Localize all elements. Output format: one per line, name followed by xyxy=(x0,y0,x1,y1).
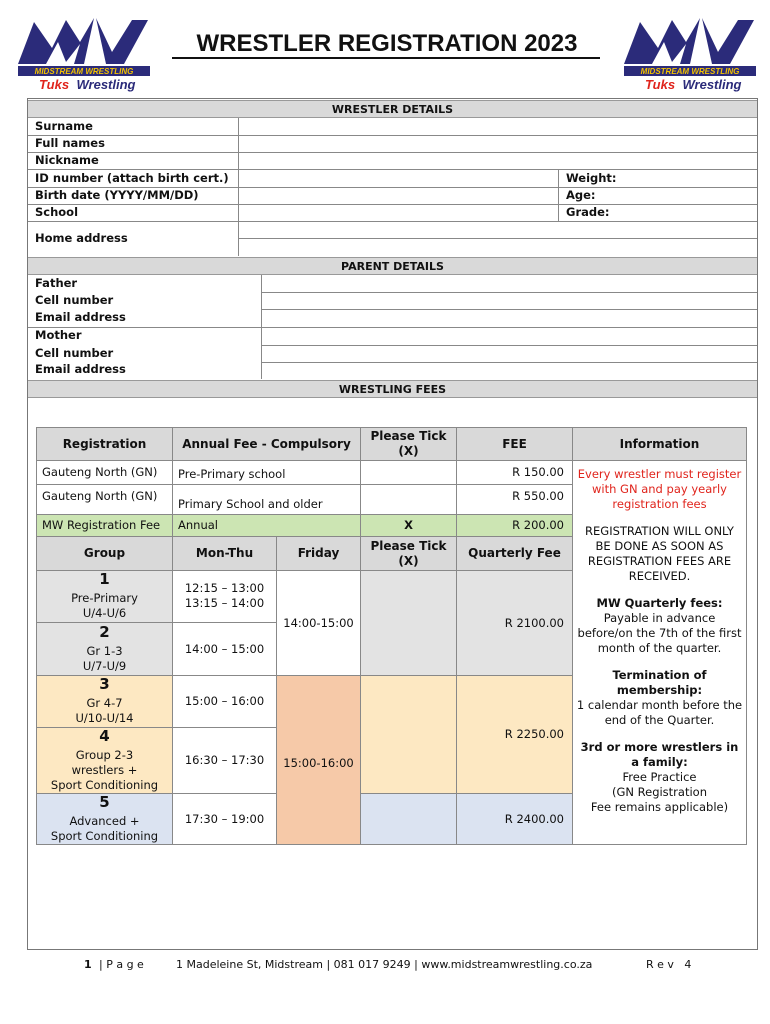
footer-address: 1 Madeleine St, Midstream | 081 017 9249 | www.midstreamwrestling.co.za xyxy=(176,958,593,971)
group-number: 2 xyxy=(99,622,110,641)
tick-box-groups-1-2[interactable] xyxy=(361,571,457,676)
footer-revision: R e v 4 xyxy=(646,958,692,971)
logo-wrestling: Wrestling xyxy=(76,77,136,92)
group-desc: Sport Conditioning xyxy=(50,777,159,792)
logo-tuks: Tuks xyxy=(644,77,676,92)
group-desc: Pre-Primary xyxy=(71,591,138,605)
group-1-cell xyxy=(37,571,173,623)
logo-line1: MIDSTREAM WRESTLING xyxy=(640,67,740,76)
mother-input[interactable] xyxy=(261,327,757,345)
tick-box-mw-registration[interactable]: X xyxy=(361,515,457,537)
section-wrestler-details: WRESTLER DETAILS xyxy=(28,100,757,118)
friday-cell: 14:00-15:00 xyxy=(277,571,361,676)
mon-thu-cell xyxy=(173,676,277,728)
nickname-label: Nickname xyxy=(35,153,99,167)
rule xyxy=(261,275,262,379)
quarterly-fee-cell: R 2250.00 xyxy=(457,676,573,794)
fee-cell: R 150.00 xyxy=(457,461,573,485)
time-slot: 16:30 – 17:30 xyxy=(184,753,265,767)
rule xyxy=(28,327,757,328)
birth-date-label: Birth date (YYYY/MM/DD) xyxy=(35,188,199,202)
full-names-input[interactable] xyxy=(238,135,757,152)
quarterly-fees-text: Payable in advance before/on the 7th of the first month of the quarter. xyxy=(577,611,742,655)
please-tick-header: Please Tick (X) xyxy=(361,428,457,461)
time-slot: 17:30 – 19:00 xyxy=(184,811,265,826)
information-header: Information xyxy=(573,428,747,461)
group-desc: Gr 1-3 xyxy=(86,643,123,658)
page-label: | P a g e xyxy=(99,958,144,971)
time-slot: 13:15 – 14:00 xyxy=(184,596,265,610)
home-address-label: Home address xyxy=(35,231,128,245)
group-number: 3 xyxy=(99,675,110,693)
father-label: Father xyxy=(35,276,78,290)
termination-text: 1 calendar month before the end of the Quarter. xyxy=(576,698,743,727)
group-desc: wrestlers + xyxy=(71,762,138,777)
group-desc: Sport Conditioning xyxy=(50,828,159,843)
time-slot: 15:00 – 16:00 xyxy=(184,694,265,708)
family-title: 3rd or more wrestlers in a family: xyxy=(580,740,739,769)
surname-input[interactable] xyxy=(238,118,757,135)
time-slot: 14:00 – 15:00 xyxy=(184,641,265,656)
group-header: Group xyxy=(37,537,173,571)
group-number: 5 xyxy=(99,792,110,811)
birth-date-input[interactable] xyxy=(238,187,558,204)
mon-thu-cell xyxy=(173,794,277,845)
fees-header-row xyxy=(37,428,747,461)
page-number-footer xyxy=(84,958,144,971)
rule xyxy=(238,118,239,256)
fee-cell: R 200.00 xyxy=(457,515,573,537)
group-desc: U/4-U/6 xyxy=(82,606,127,620)
school-input[interactable] xyxy=(238,204,558,221)
friday-cell: 15:00-16:00 xyxy=(277,676,361,845)
rule xyxy=(28,152,757,153)
group-2-cell xyxy=(37,623,173,676)
family-text-1: Free Practice xyxy=(622,770,697,784)
mother-label: Mother xyxy=(35,328,82,342)
rule xyxy=(28,221,757,222)
quarterly-fee-cell: R 2100.00 xyxy=(457,571,573,676)
fees-table xyxy=(36,427,747,845)
nickname-input[interactable] xyxy=(238,152,757,169)
friday-header: Friday xyxy=(277,537,361,571)
full-names-label: Full names xyxy=(35,136,105,150)
group-number: 1 xyxy=(99,570,110,588)
family-text-2: (GN Registration xyxy=(611,785,707,799)
father-input[interactable] xyxy=(261,275,757,292)
page-number: 1 xyxy=(84,958,92,971)
age-label: Age: xyxy=(566,188,596,202)
rule xyxy=(28,169,757,170)
group-desc: Advanced + xyxy=(69,813,140,828)
rule xyxy=(28,187,757,188)
mother-email-label: Email address xyxy=(35,362,126,376)
midstream-wrestling-logo-right xyxy=(620,12,760,94)
group-5-cell xyxy=(37,794,173,845)
quarterly-fees-title: MW Quarterly fees: xyxy=(596,596,723,610)
annual-cell: Primary School and older xyxy=(173,485,361,515)
group-desc: Group 2-3 xyxy=(75,747,134,762)
mother-cell-label: Cell number xyxy=(35,346,114,360)
rule xyxy=(238,238,757,239)
rule xyxy=(261,292,757,293)
group-desc: Gr 4-7 xyxy=(86,696,123,710)
section-wrestling-fees: WRESTLING FEES xyxy=(28,380,757,398)
logo-wrestling: Wrestling xyxy=(682,77,742,92)
table-row xyxy=(37,461,747,485)
information-panel xyxy=(573,461,747,845)
title-underline xyxy=(172,57,600,59)
weight-label: Weight: xyxy=(566,171,617,185)
id-number-label: ID number (attach birth cert.) xyxy=(35,171,229,185)
school-label: School xyxy=(35,205,79,219)
mon-thu-cell xyxy=(173,728,277,794)
id-number-input[interactable] xyxy=(238,170,558,187)
father-email-input[interactable] xyxy=(261,309,757,327)
home-address-input[interactable] xyxy=(238,221,757,257)
registration-note: REGISTRATION WILL ONLY BE DONE AS SOON AS REGISTRATION FEES ARE RECEIVED. xyxy=(585,524,734,583)
fee-header: FEE xyxy=(457,428,573,461)
group-3-cell xyxy=(37,676,173,728)
registration-cell: MW Registration Fee xyxy=(37,515,173,537)
grade-label: Grade: xyxy=(566,205,610,219)
tick-box-gn-primary[interactable] xyxy=(361,485,457,515)
tick-box-groups-3-4[interactable] xyxy=(361,676,457,794)
rule xyxy=(28,135,757,136)
tick-box-gn-preprimary[interactable] xyxy=(361,461,457,485)
quarterly-fee-cell: R 2400.00 xyxy=(457,794,573,845)
logo-tuks: Tuks xyxy=(38,77,70,92)
registration-cell: Gauteng North (GN) xyxy=(37,461,173,485)
logo-line1: MIDSTREAM WRESTLING xyxy=(34,67,134,76)
midstream-wrestling-logo-left xyxy=(14,12,154,94)
section-parent-details: PARENT DETAILS xyxy=(28,257,757,275)
family-text-3: Fee remains applicable) xyxy=(590,800,729,814)
registration-header: Registration xyxy=(37,428,173,461)
rule xyxy=(558,169,559,221)
father-email-label: Email address xyxy=(35,310,126,324)
surname-label: Surname xyxy=(35,119,93,133)
rule xyxy=(261,362,757,363)
registration-cell: Gauteng North (GN) xyxy=(37,485,173,515)
mon-thu-header: Mon-Thu xyxy=(173,537,277,571)
father-cell-input[interactable] xyxy=(261,292,757,309)
group-desc: U/7-U/9 xyxy=(82,658,127,673)
gn-register-note: Every wrestler must register with GN and pay yearly registration fees xyxy=(577,467,742,511)
please-tick-header: Please Tick (X) xyxy=(361,537,457,571)
father-cell-label: Cell number xyxy=(35,293,114,307)
mother-cell-input[interactable] xyxy=(261,345,757,362)
mother-email-input[interactable] xyxy=(261,362,757,379)
group-number: 4 xyxy=(99,726,110,745)
fee-cell: R 550.00 xyxy=(457,485,573,515)
time-slot: 12:15 – 13:00 xyxy=(184,581,265,595)
annual-fee-header: Annual Fee - Compulsory xyxy=(173,428,361,461)
annual-cell: Pre-Primary school xyxy=(173,461,361,485)
tick-box-group-5[interactable] xyxy=(361,794,457,845)
mon-thu-cell xyxy=(173,623,277,676)
quarterly-fee-header: Quarterly Fee xyxy=(457,537,573,571)
group-desc: U/10-U/14 xyxy=(75,711,134,725)
rule xyxy=(261,309,757,310)
annual-cell: Annual xyxy=(173,515,361,537)
mon-thu-cell xyxy=(173,571,277,623)
rule xyxy=(28,204,757,205)
page-title: WRESTLER REGISTRATION 2023 xyxy=(196,30,578,57)
rule xyxy=(261,345,757,346)
group-4-cell xyxy=(37,728,173,794)
termination-title: Termination of membership: xyxy=(612,668,707,697)
